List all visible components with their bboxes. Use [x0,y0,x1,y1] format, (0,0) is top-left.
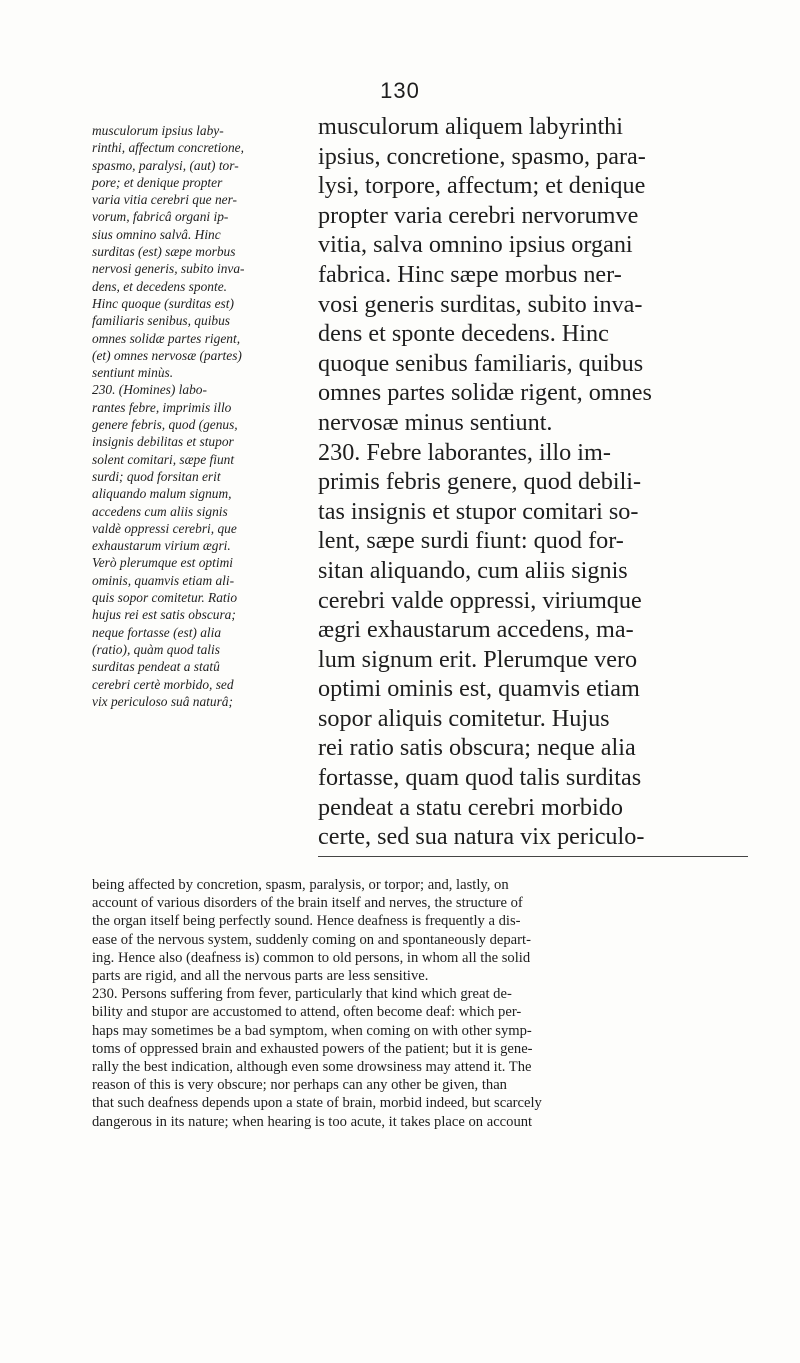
gloss-line: varia vitia cerebri que ner- [92,192,238,208]
main-line: lent, sæpe surdi fiunt: quod for- [318,527,624,555]
main-line: fortasse, quam quod talis surditas [318,764,642,792]
translation-line: haps may sometimes be a bad symptom, when coming on with other symp- [92,1022,532,1039]
gloss-line: (et) omnes nervosæ (partes) [92,347,242,363]
main-line: certe, sed sua natura vix periculo- [318,823,645,851]
main-line: cerebri valde oppressi, viriumque [318,586,642,614]
gloss-line: 230. (Homines) labo- [92,382,207,398]
main-line: optimi ominis est, quamvis etiam [318,675,640,703]
main-line: ægri exhaustarum accedens, ma- [318,616,634,644]
gloss-line: quis sopor comitetur. Ratio [92,590,238,606]
main-line: propter varia cerebri nervorumve [318,201,639,229]
gloss-line: rinthi, affectum concretione, [92,140,244,156]
main-line: fabrica. Hinc sæpe morbus ner- [318,260,622,288]
gloss-line: sius omnino salvâ. Hinc [92,226,221,242]
main-line: vosi generis surditas, subito inva- [318,290,643,318]
translation-line: ing. Hence also (deafness is) common to old persons, in whom all the solid [92,949,531,966]
translation-line: dangerous in its nature; when hearing is too acute, it takes place on account [92,1113,533,1130]
gloss-line: sentiunt minùs. [92,365,174,381]
gloss-line: valdè oppressi cerebri, que [92,520,237,536]
gloss-line: surditas pendeat a statû [92,659,220,675]
translation-line: account of various disorders of the brain itself and nerves, the structure of [92,895,523,912]
main-line: omnes partes solidæ rigent, omnes [318,379,652,407]
english-translation [92,876,752,1131]
main-line: sopor aliquis comitetur. Hujus [318,704,610,732]
gloss-line: familiaris senibus, quibus [92,313,231,329]
gloss-line: omnes solidæ partes rigent, [92,330,241,346]
translation-line: 230. Persons suffering from fever, particularly that kind which great de- [92,986,512,1003]
translation-line: reason of this is very obscure; nor perhaps can any other be given, than [92,1077,507,1094]
gloss-line: dens, et decedens sponte. [92,278,227,294]
translation-line: toms of oppressed brain and exhausted powers of the patient; but it is gene- [92,1040,533,1057]
main-line: sitan aliquando, cum aliis signis [318,556,628,584]
main-line: musculorum aliquem labyrinthi [318,113,623,140]
gloss-line: musculorum ipsius laby- [92,123,224,138]
section-divider [318,856,748,857]
gloss-line: Hinc quoque (surditas est) [92,295,234,311]
main-line: pendeat a statu cerebri morbido [318,793,623,821]
gloss-line: rantes febre, imprimis illo [92,399,232,415]
main-latin-text [318,112,748,852]
gloss-line: insignis debilitas et stupor [92,434,234,450]
main-line: tas insignis et stupor comitari so- [318,497,639,525]
gloss-line: (ratio), quàm quod talis [92,641,220,657]
translation-line: the organ itself being perfectly sound. Hence deafness is frequently a dis- [92,913,521,930]
gloss-line: ominis, quamvis etiam ali- [92,572,235,588]
gloss-line: hujus rei est satis obscura; [92,607,236,623]
gloss-line: vorum, fabricâ organi ip- [92,209,229,225]
gloss-line: cerebri certè morbido, sed [92,676,234,692]
gloss-line: nervosi generis, subito inva- [92,261,245,277]
gloss-line: genere febris, quod (genus, [92,417,238,433]
gloss-line: surdi; quod forsitan erit [92,468,221,484]
main-line: lysi, torpore, affectum; et denique [318,172,646,200]
translation-line: being affected by concretion, spasm, paralysis, or torpor; and, lastly, on [92,877,509,893]
gloss-line: pore; et denique propter [92,174,223,190]
main-line: rei ratio satis obscura; neque alia [318,734,636,762]
translation-line: parts are rigid, and all the nervous parts are less sensitive. [92,968,429,985]
gloss-line: solent comitari, sæpe fiunt [92,451,235,467]
translation-line: ease of the nervous system, suddenly coming on and spontaneously depart- [92,931,531,948]
main-line: vitia, salva omnino ipsius organi [318,231,633,259]
main-line: quoque senibus familiaris, quibus [318,349,644,377]
gloss-line: exhaustarum virium ægri. [92,538,231,554]
gloss-line: aliquando malum signum, [92,486,232,502]
gloss-line: surditas (est) sæpe morbus [92,244,236,260]
gloss-line: spasmo, paralysi, (aut) tor- [92,157,239,173]
translation-line: rally the best indication, although even some drowsiness may attend it. The [92,1059,532,1076]
margin-gloss [92,122,302,710]
gloss-line: neque fortasse (est) alia [92,624,222,640]
main-line: lum signum erit. Plerumque vero [318,645,638,673]
translation-line: bility and stupor are accustomed to attend, often become deaf: which per- [92,1004,522,1021]
main-line: 230. Febre laborantes, illo im- [318,438,611,466]
translation-line: that such deafness depends upon a state of brain, morbid indeed, but scarcely [92,1095,542,1112]
main-line: ipsius, concretione, spasmo, para- [318,142,646,170]
page-number: 130 [380,78,420,103]
main-line: primis febris genere, quod debili- [318,468,642,496]
gloss-line: Verò plerumque est optimi [92,555,233,571]
gloss-line: vix periculoso suâ naturâ; [92,693,233,709]
main-line: dens et sponte decedens. Hinc [318,320,609,348]
gloss-line: accedens cum aliis signis [92,503,228,519]
main-line: nervosæ minus sentiunt. [318,408,553,436]
